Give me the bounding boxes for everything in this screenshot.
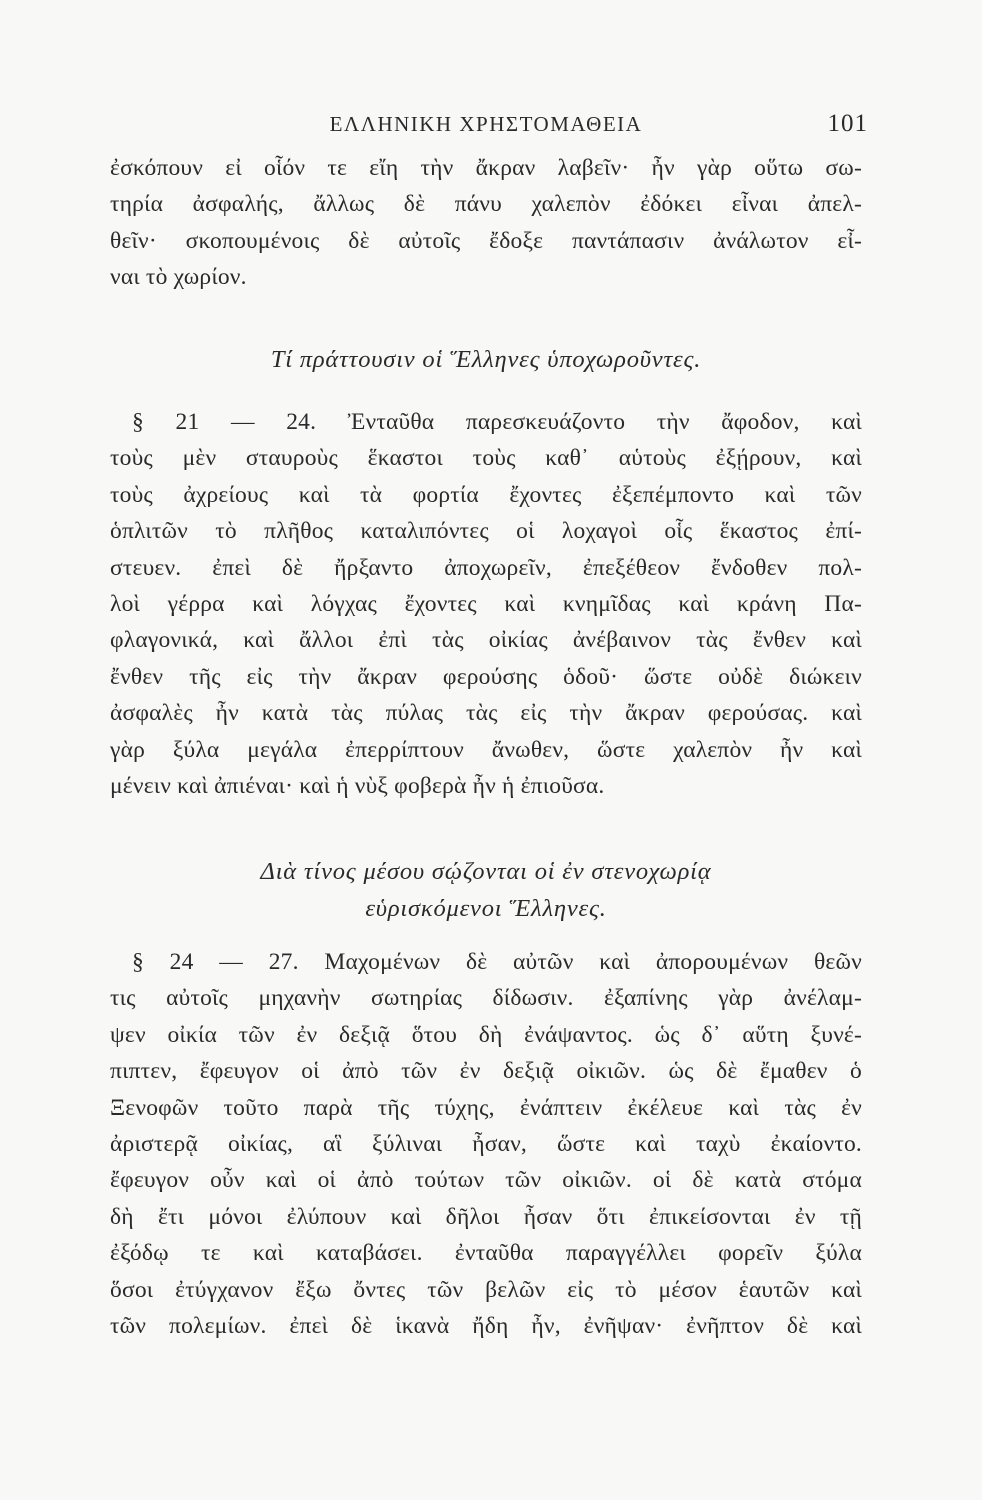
text-line: ψεν οἰκία τῶν ἐν δεξιᾷ ὅτου δὴ ἐνάψαντος. ὡς δ᾽ αὕτη ξυνέ- — [110, 1021, 862, 1048]
text-line: γὰρ ξύλα μεγάλα ἐπερρίπτουν ἄνωθεν, ὥστε χαλεπὸν ἦν καὶ — [110, 736, 862, 763]
text-line: ὅσοι ἐτύγχανον ἔξω ὄντες τῶν βελῶν εἰς τὸ μέσον ἑαυτῶν καὶ — [110, 1276, 862, 1303]
text-line: τις αὐτοῖς μηχανὴν σωτηρίας δίδωσιν. ἐξαπίνης γὰρ ἀνέλαμ- — [110, 985, 862, 1012]
section-heading-2-line-1: Διὰ τίνος μέσου σῴζονται οἱ ἐν στενοχωρίᾳ — [260, 858, 712, 885]
text-line: θεῖν· σκοπουμένοις δὲ αὐτοῖς ἔδοξε παντάπασιν ἀνάλωτον εἶ- — [110, 227, 862, 254]
text-line: φλαγονικά, καὶ ἄλλοι ἐπὶ τὰς οἰκίας ἀνέβαινον τὰς ἔνθεν καὶ — [110, 627, 862, 654]
text-line: τοὺς ἀχρείους καὶ τὰ φορτία ἔχοντες ἐξεπέμποντο καὶ τῶν — [110, 481, 862, 508]
text-line: § 21 — 24. Ἐνταῦθα παρεσκευάζοντο τὴν ἄφοδον, καὶ — [132, 409, 862, 435]
text-line: μένειν καὶ ἀπιέναι· καὶ ἡ νὺξ φοβερὰ ἦν ἡ ἐπιοῦσα. — [110, 772, 605, 799]
paragraph-opening — [110, 150, 862, 296]
text-line: ἐσκόπουν εἰ οἷόν τε εἴη τὴν ἄκραν λαβεῖν· ἦν γὰρ οὕτω σω- — [110, 155, 862, 181]
text-line: ἔνθεν τῆς εἰς τὴν ἄκραν φερούσης ὁδοῦ· ὥστε οὐδὲ διώκειν — [110, 663, 862, 690]
text-line: Ξενοφῶν τοῦτο παρὰ τῆς τύχης, ἐνάπτειν ἐκέλευε καὶ τὰς ἐν — [110, 1094, 862, 1121]
text-line: ἀσφαλὲς ἦν κατὰ τὰς πύλας τὰς εἰς τὴν ἄκραν φερούσας. καὶ — [110, 700, 862, 727]
text-line: στευεν. ἐπεὶ δὲ ἤρξαντο ἀποχωρεῖν, ἐπεξέθεον ἔνδοθεν πολ- — [110, 554, 862, 581]
section-heading-1: Τί πράττουσιν οἱ Ἕλληνες ὑποχωροῦντες. — [270, 346, 702, 373]
page-number: 101 — [827, 110, 868, 137]
text-line: τηρία ἀσφαλής, ἄλλως δὲ πάνυ χαλεπὸν ἐδόκει εἶναι ἀπελ- — [110, 191, 862, 218]
text-line: ὁπλιτῶν τὸ πλῆθος καταλιπόντες οἱ λοχαγοὶ οἷς ἕκαστος ἐπί- — [110, 518, 862, 545]
running-header — [110, 108, 868, 148]
text-line: τῶν πολεμίων. ἐπεὶ δὲ ἱκανὰ ἤδη ἦν, ἐνῆψαν· ἐνῆπτον δὲ καὶ — [110, 1312, 862, 1339]
text-line: λοὶ γέρρα καὶ λόγχας ἔχοντες καὶ κνημῖδας καὶ κράνη Πα- — [110, 590, 862, 617]
text-line: ἐξόδῳ τε καὶ καταβάσει. ἐνταῦθα παραγγέλλει φορεῖν ξύλα — [110, 1240, 862, 1267]
text-line: πιπτεν, ἔφευγον οἱ ἀπὸ τῶν ἐν δεξιᾷ οἰκιῶν. ὡς δὲ ἔμαθεν ὁ — [110, 1058, 862, 1085]
text-line: § 24 — 27. Μαχομένων δὲ αὐτῶν καὶ ἀπορουμένων θεῶν — [132, 949, 862, 975]
paragraph-section-21-24 — [110, 404, 862, 804]
text-line: τοὺς μὲν σταυροὺς ἕκαστοι τοὺς καθ᾽ αὑτοὺς ἐξῄρουν, καὶ — [110, 445, 862, 472]
paragraph-section-24-27 — [110, 944, 862, 1344]
section-heading-2-line-2: εὑρισκόμενοι Ἕλληνες. — [365, 895, 607, 922]
text-line: ἀριστερᾷ οἰκίας, αἳ ξύλιναι ἦσαν, ὥστε καὶ ταχὺ ἐκαίοντο. — [110, 1130, 862, 1157]
running-title: ΕΛΛΗΝΙΚΗ ΧΡΗΣΤΟΜΑΘΕΙΑ — [329, 112, 643, 136]
text-line: ναι τὸ χωρίον. — [110, 264, 247, 291]
text-line: ἔφευγον οὖν καὶ οἱ ἀπὸ τούτων τῶν οἰκιῶν. οἱ δὲ κατὰ στόμα — [110, 1167, 862, 1194]
text-line: δὴ ἔτι μόνοι ἐλύπουν καὶ δῆλοι ἦσαν ὅτι ἐπικείσονται ἐν τῇ — [110, 1203, 862, 1230]
